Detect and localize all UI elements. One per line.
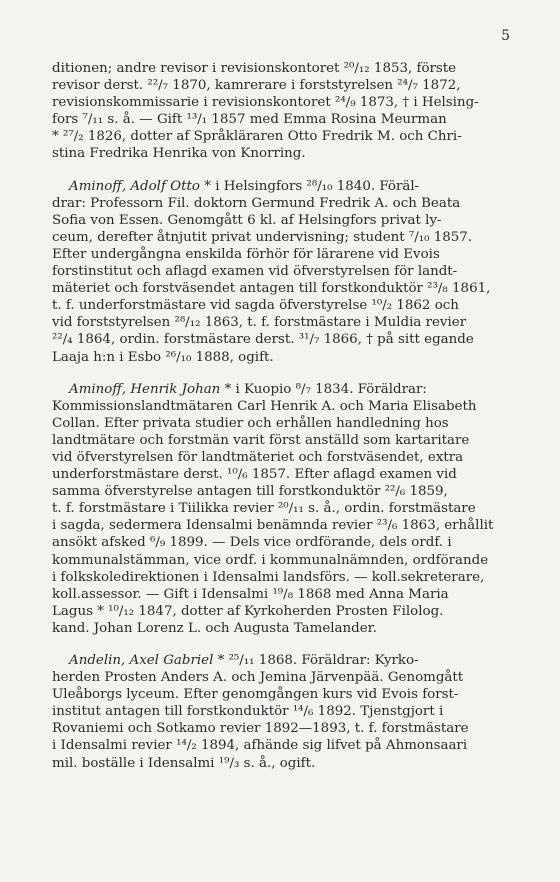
entry-first-line [52,652,514,669]
text-line: mäteriet och forstväsendet antagen till forstkonduktör ²³/₈ 1861, [52,281,491,297]
text-line: mil. boställe i Idensalmi ¹⁹/₃ s. å., ogift. [52,755,316,771]
text-line: Rovaniemi och Sotkamo revier 1892—1893, t. f. forstmästare [52,721,469,737]
text-line: i sagda, sedermera Idensalmi benämnda revier ²³/₆ 1863, erhållit [52,518,494,534]
text-line: * ²⁷/₂ 1826, dotter af Språkläraren Otto Fredrik M. och Chri- [52,129,462,145]
text-line: herden Prosten Anders A. och Jemina Järvenpää. Genomgått [52,670,464,686]
text-line: samma öfverstyrelse antagen till forstkonduktör ²²/₆ 1859, [52,484,448,500]
text-line: koll.assessor. — Gift i Idensalmi ¹⁹/₈ 1868 med Anna Maria [52,586,449,602]
text-line: ditionen; andre revisor i revisionskontoret ²⁰/₁₂ 1853, förste [52,61,457,76]
entry-first-line-text: * i Helsingfors ²⁸/₁₀ 1840. Föräl- [199,178,420,194]
entry-aminoff-henrik-johan [52,381,514,637]
entry-first-line-text: * i Kuopio ⁸/₇ 1834. Föräldrar: [220,381,427,397]
entry-name: Aminoff, Henrik Johan [69,381,221,397]
entry-name: Aminoff, Adolf Otto [69,178,200,194]
text-line: revisionskommissarie i revisionskontoret ²⁴/₉ 1873, † i Helsing- [52,95,479,111]
entry-first-line [52,178,514,195]
text-line: Lagus * ¹⁰/₁₂ 1847, dotter af Kyrkoherden Prosten Filolog. [52,603,444,619]
text-line: i Idensalmi revier ¹⁴/₂ 1894, afhände sig lifvet på Ahmonsaari [52,738,468,754]
text-line: Kommissionslandtmätaren Carl Henrik A. och Maria Elisabeth [52,398,477,414]
text-line: Efter undergångna enskilda förhör för lärarene vid Evois [52,246,440,262]
text-line: vid öfverstyrelsen för landtmäteriet och forstväsendet, extra [52,449,464,465]
entry-first-line-text: * ²⁵/₁₁ 1868. Föräldrar: Kyrko- [213,653,419,668]
text-line: fors ⁷/₁₁ s. å. — Gift ¹³/₁ 1857 med Emma Rosina Meurman [52,112,447,128]
page-number: 5 [501,28,510,44]
text-line: t. f. forstmästare i Tiilikka revier ²⁰/₁₁ s. å., ordin. forstmästare [52,501,476,517]
entry-andelin-axel-gabriel [52,652,514,772]
text-line: ansökt afsked ⁶/₉ 1899. — Dels vice ordförande, dels ordf. i [52,535,452,551]
entry-first-line [52,381,514,398]
text-line: ceum, derefter åtnjutit privat undervisning; student ⁷/₁₀ 1857. [52,229,473,245]
text-line: Uleåborgs lyceum. Efter genomgången kurs vid Evois forst- [52,687,459,703]
text-line: underforstmästare derst. ¹⁰/₆ 1857. Efter aflagd examen vid [52,467,457,483]
text-line: stina Fredrika Henrika von Knorring. [52,146,306,162]
text-line: t. f. underforstmästare vid sagda öfverstyrelse ¹⁰/₂ 1862 och [52,298,459,314]
text-line: i folkskoledirektionen i Idensalmi landsförs. — koll.sekreterare, [52,569,485,585]
text-line: Collan. Efter privata studier och erhållen handledning hos [52,415,449,431]
entry-name: Andelin, Axel Gabriel [69,653,214,668]
text-line: landtmätare och forstmän varit först anställd som kartaritare [52,432,470,448]
text-line: revisor derst. ²²/₇ 1870, kamrerare i forststyrelsen ²⁴/₇ 1872, [52,78,461,94]
text-line: drar: Professorn Fil. doktorn Germund Fredrik A. och Beata [52,195,461,211]
text-line: vid forststyrelsen ²⁸/₁₂ 1863, t. f. forstmästare i Muldia revier [52,315,467,331]
text-line: kommunalstämman, vice ordf. i kommunalnämnden, ordförande [52,552,489,568]
text-line: forstinstitut och aflagd examen vid öfverstyrelsen för landt- [52,264,458,280]
text-line: kand. Johan Lorenz L. och Augusta Tamelander. [52,620,377,636]
text-line: Sofia von Essen. Genomgått 6 kl. af Helsingfors privat ly- [52,212,442,228]
text-line: institut antagen till forstkonduktör ¹⁴/₆ 1892. Tjenstgjort i [52,704,444,720]
text-line: ²²/₄ 1864, ordin. forstmästare derst. ³¹/₇ 1866, † på sitt egande [52,332,474,348]
entry-continuation [52,60,514,163]
text-line: Laaja h:n i Esbo ²⁶/₁₀ 1888, ogift. [52,349,274,365]
entry-aminoff-adolf-otto [52,178,514,366]
